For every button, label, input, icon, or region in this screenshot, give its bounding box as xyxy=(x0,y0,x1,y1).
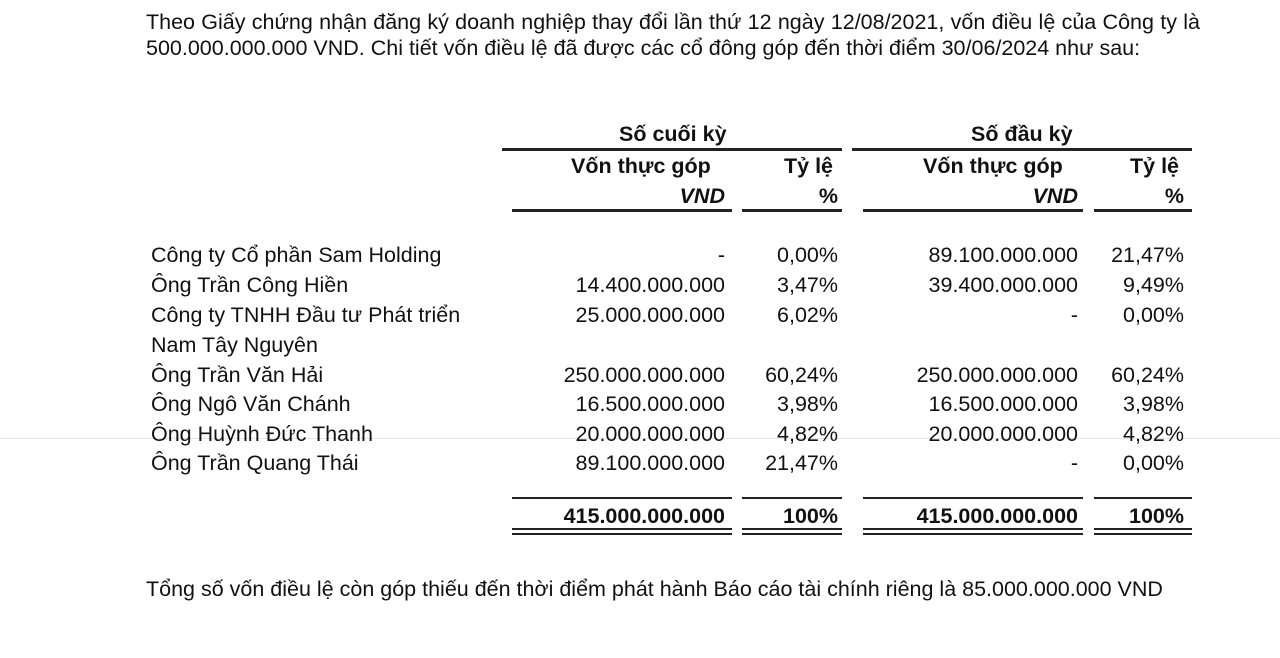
table-cell-start-capital: - xyxy=(1070,451,1078,475)
table-row-name: Ông Ngô Văn Chánh xyxy=(151,392,351,416)
table-row-name: Ông Trần Công Hiền xyxy=(151,273,349,297)
table-cell-start-ratio: 60,24% xyxy=(1111,363,1184,387)
table-cell-end-capital: 89.100.000.000 xyxy=(575,451,725,475)
table-cell-end-ratio: 4,82% xyxy=(777,422,838,446)
total-end-capital: 415.000.000.000 xyxy=(563,504,725,528)
total-double-rule-start-ratio-2 xyxy=(1094,533,1192,535)
col-header-start-capital: Vốn thực góp xyxy=(923,154,1063,178)
header-underline-end-capital xyxy=(512,209,732,212)
table-row-name: Ông Trần Quang Thái xyxy=(151,451,359,475)
table-cell-start-ratio: 0,00% xyxy=(1123,303,1184,327)
table-cell-end-ratio: 21,47% xyxy=(765,451,838,475)
table-cell-start-ratio: 21,47% xyxy=(1111,243,1184,267)
table-cell-end-ratio: 60,24% xyxy=(765,363,838,387)
table-cell-start-capital: - xyxy=(1070,303,1078,327)
header-underline-end-ratio xyxy=(742,209,842,212)
table-cell-end-ratio: 0,00% xyxy=(777,243,838,267)
total-double-rule-start-capital-2 xyxy=(863,533,1083,535)
table-cell-end-capital: - xyxy=(717,243,725,267)
table-cell-start-capital: 39.400.000.000 xyxy=(928,273,1078,297)
table-cell-end-ratio: 6,02% xyxy=(777,303,838,327)
table-cell-end-capital: 250.000.000.000 xyxy=(563,363,725,387)
col-header-end-capital: Vốn thực góp xyxy=(571,154,711,178)
group-underline-start xyxy=(852,148,1192,151)
table-row-name: Ông Huỳnh Đức Thanh xyxy=(151,422,373,446)
table-cell-start-capital: 89.100.000.000 xyxy=(928,243,1078,267)
table-cell-start-ratio: 4,82% xyxy=(1123,422,1184,446)
table-cell-end-ratio: 3,47% xyxy=(777,273,838,297)
total-end-ratio: 100% xyxy=(783,504,838,528)
header-underline-start-ratio xyxy=(1094,209,1192,212)
group-underline-end xyxy=(502,148,842,151)
outro-paragraph: Tổng số vốn điều lệ còn góp thiếu đến thời điểm phát hành Báo cáo tài chính riêng là 85.000.000.000 VND xyxy=(146,577,1163,601)
table-cell-end-capital: 14.400.000.000 xyxy=(575,273,725,297)
col-unit-start-capital: VND xyxy=(1032,184,1078,208)
table-cell-end-capital: 20.000.000.000 xyxy=(575,422,725,446)
col-unit-end-capital: VND xyxy=(679,184,725,208)
total-top-rule-end-ratio xyxy=(742,497,842,499)
total-top-rule-end-capital xyxy=(512,497,732,499)
table-cell-start-capital: 16.500.000.000 xyxy=(928,392,1078,416)
intro-paragraph: Theo Giấy chứng nhận đăng ký doanh nghiệp thay đổi lần thứ 12 ngày 12/08/2021, vốn điều lệ của Công ty là 500.000.000.000 VND. Chi tiết vốn điều lệ đã được các cổ đông góp đến thời điểm 30/06/2024 như sau: xyxy=(146,10,1200,60)
table-cell-end-capital: 16.500.000.000 xyxy=(575,392,725,416)
col-unit-end-ratio: % xyxy=(818,184,838,208)
total-start-capital: 415.000.000.000 xyxy=(916,504,1078,528)
table-row-name: Công ty TNHH Đầu tư Phát triển Nam Tây Nguyên xyxy=(151,303,461,357)
total-double-rule-end-ratio-1 xyxy=(742,528,842,530)
total-top-rule-start-ratio xyxy=(1094,497,1192,499)
table-cell-start-ratio: 9,49% xyxy=(1123,273,1184,297)
table-cell-end-capital: 25.000.000.000 xyxy=(575,303,725,327)
total-double-rule-end-ratio-2 xyxy=(742,533,842,535)
total-double-rule-end-capital-2 xyxy=(512,533,732,535)
group-header-end: Số cuối kỳ xyxy=(619,122,727,146)
table-cell-start-ratio: 3,98% xyxy=(1123,392,1184,416)
table-cell-start-ratio: 0,00% xyxy=(1123,451,1184,475)
table-cell-start-capital: 250.000.000.000 xyxy=(916,363,1078,387)
total-top-rule-start-capital xyxy=(863,497,1083,499)
table-row-name: Công ty Cổ phần Sam Holding xyxy=(151,243,442,267)
total-double-rule-start-capital-1 xyxy=(863,528,1083,530)
total-double-rule-end-capital-1 xyxy=(512,528,732,530)
group-header-start: Số đầu kỳ xyxy=(971,122,1073,146)
col-unit-start-ratio: % xyxy=(1164,184,1184,208)
col-header-start-ratio: Tỷ lệ xyxy=(1130,154,1179,178)
table-row-name: Ông Trần Văn Hải xyxy=(151,363,324,387)
table-cell-end-ratio: 3,98% xyxy=(777,392,838,416)
total-double-rule-start-ratio-1 xyxy=(1094,528,1192,530)
col-header-end-ratio: Tỷ lệ xyxy=(784,154,833,178)
total-start-ratio: 100% xyxy=(1129,504,1184,528)
header-underline-start-capital xyxy=(863,209,1083,212)
table-cell-start-capital: 20.000.000.000 xyxy=(928,422,1078,446)
